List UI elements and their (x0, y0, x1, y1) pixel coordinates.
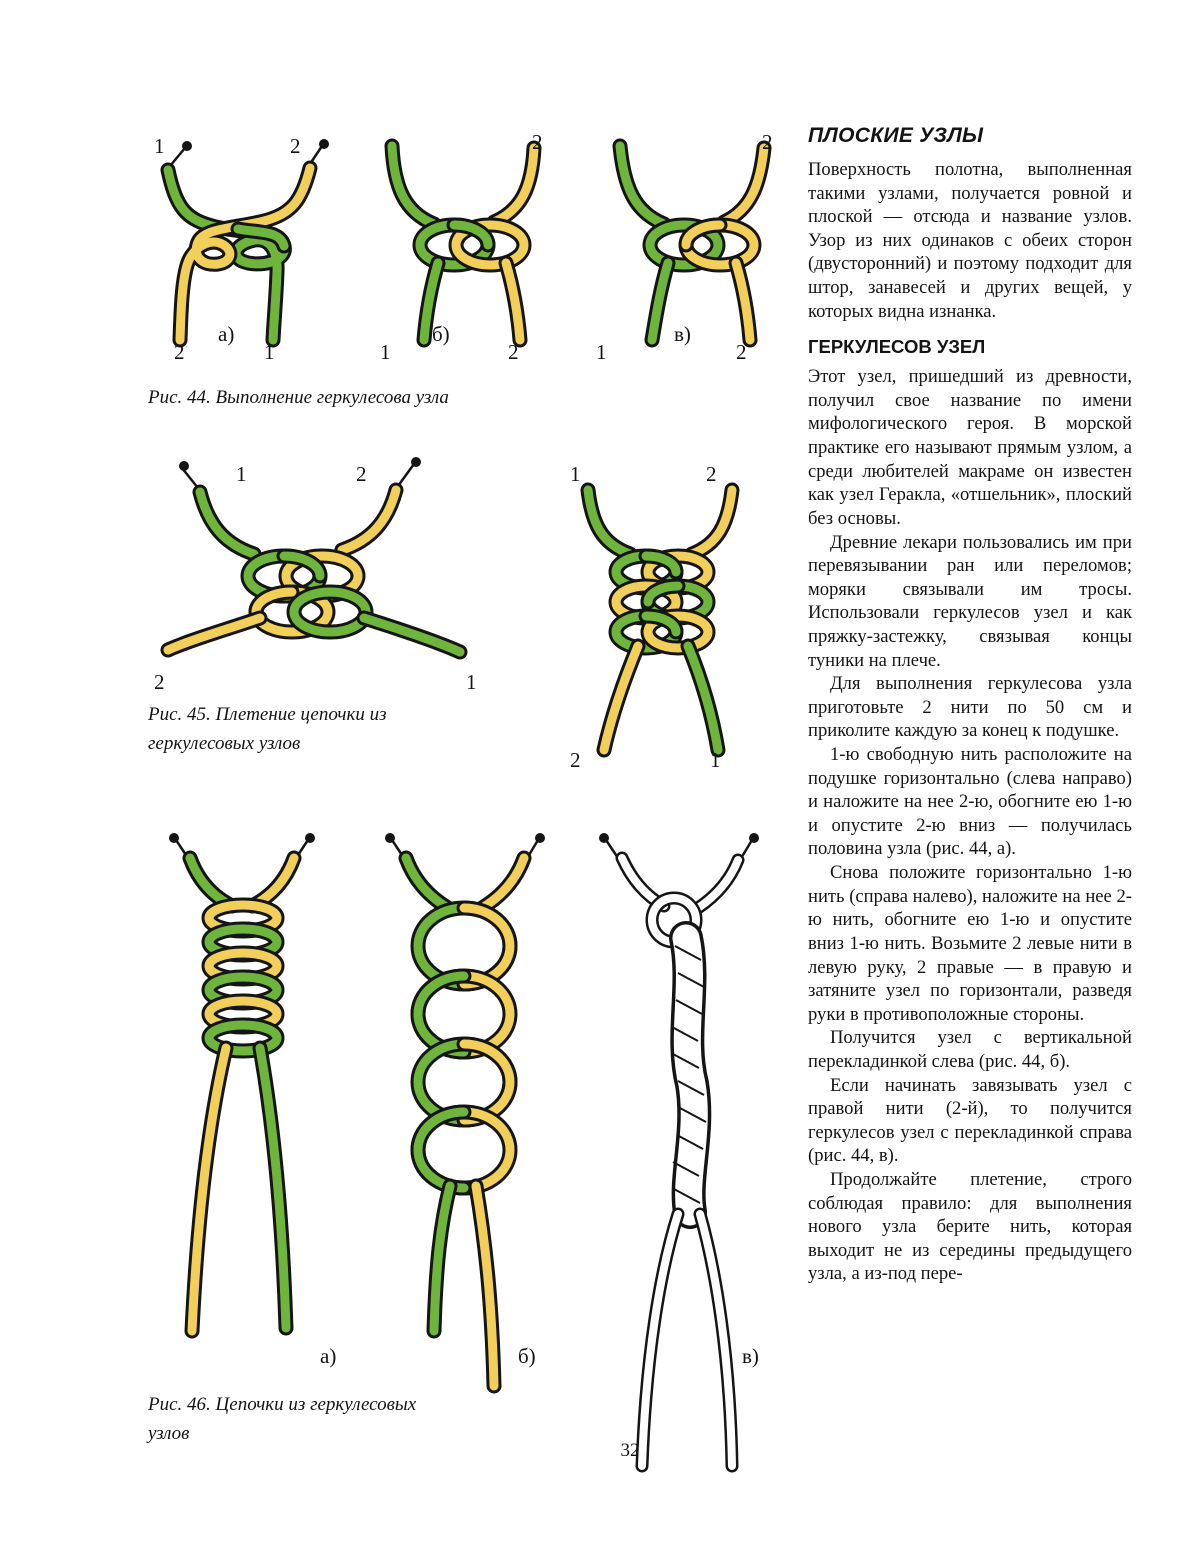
paragraph: Поверхность полотна, выполненная такими узлами, получается ровной и плоской — отсюда и название узлов. Узор из них одинаков с обеих сторон (двусторонний) и поэтому подходит для штор, занавесей и других вещей, у которых видна изнанка. (808, 159, 1132, 322)
pin-icon (398, 457, 421, 486)
cord-number-label: 1 (466, 670, 477, 694)
fig46-illustration (140, 826, 800, 1478)
cord-number-label: 2 (570, 748, 581, 772)
cord-number-label: 1 (264, 340, 275, 364)
subfigure-letter: в) (742, 1344, 759, 1368)
paragraph: Если начинать завязывать узел с правой нити (2-й), то получится геркулесов узел с перекладинкой справа (рис. 44, в). (808, 1074, 1132, 1167)
green-cord (406, 858, 448, 908)
cord-number-label: 2 (356, 462, 367, 486)
page-number: 32 (620, 1440, 640, 1461)
yellow-cord (476, 1186, 494, 1386)
green-cord (190, 858, 232, 906)
yellow-cord (342, 490, 396, 550)
green-cord (260, 1048, 286, 1328)
green-cord (588, 490, 630, 554)
subfigure-letter: б) (518, 1344, 536, 1368)
fig45-left-knot-drawing (168, 457, 460, 652)
fig44-illustration (140, 118, 795, 378)
cord-number-label: 2 (532, 130, 543, 154)
fig46c-chain-drawing (599, 833, 759, 1466)
cord-number-label: 1 (236, 462, 247, 486)
pin-icon (170, 141, 192, 166)
fig45-right-knot-drawing (588, 490, 732, 750)
green-cord (364, 618, 460, 652)
green-cord (392, 146, 434, 224)
subfigure-letter: а) (218, 322, 235, 346)
figure-caption: Рис. 44. Выполнение геркулесова узла (148, 387, 449, 408)
cord-number-label: 1 (380, 340, 391, 364)
cord-number-label: 1 (154, 134, 165, 158)
yellow-cord (692, 490, 732, 554)
yellow-cord (168, 618, 260, 650)
pin-icon (179, 461, 198, 488)
paragraph: Этот узел, пришедший из древности, получил свое название по имени мифологического героя. В морской практике его называют прямым узлом, а среди любителей макраме он известен как узел Геракла, «отшельник», плоский без основы. (808, 366, 1132, 529)
yellow-cord (482, 858, 524, 908)
yellow-cord (604, 646, 638, 750)
paragraph: Снова положите горизонтально 1-ю нить (справа налево), наложите на нее 2-ю нить, обогните ею 1-ю и опустите вниз 1-ю нить. Возьмите 2 левые нити в левую руку, 2 правые — в правую и затяните узел по горизонтали, разведя руки в противоположные стороны. (808, 862, 1132, 1025)
paragraph: Для выполнения геркулесова узла приготовьте 2 нити по 50 см и приколите каждую за конец к подушке. (808, 673, 1132, 742)
cord-number-label: 1 (710, 748, 721, 772)
cord-number-label: 1 (570, 462, 581, 486)
cord-number-label: 1 (596, 340, 607, 364)
fig44c-knot-drawing (620, 146, 764, 340)
yellow-cord (494, 148, 534, 222)
paragraph: Получится узел с вертикальной перекладинкой слева (рис. 44, б). (808, 1027, 1132, 1072)
fig46a-chain-drawing (169, 833, 315, 1331)
green-cord (434, 1186, 450, 1331)
cord-number-label: 2 (290, 134, 301, 158)
fig46b-chain-drawing (385, 833, 545, 1386)
cord-number-label: 2 (154, 670, 165, 694)
cord-number-label: 2 (508, 340, 519, 364)
cord-number-label: 2 (736, 340, 747, 364)
figure-46 (140, 826, 800, 1480)
pin-icon (310, 139, 329, 164)
fig44a-knot-drawing (168, 139, 329, 340)
cord-number-label: 2 (706, 462, 717, 486)
pin-icon (599, 833, 618, 858)
paragraph: 1-ю свободную нить расположите на подушке горизонтально (слева направо) и наложите на нее 2-ю, обогните ею 1-ю и опустите 2-ю вниз — получилась половина узла (рис. 44, а). (808, 744, 1132, 860)
braid-loops (209, 905, 277, 1051)
paragraph: Продолжайте плетение, строго соблюдая правило: для выполнения нового узла берите нить, которая выходит не из середины предыдущего узла, а из-под пере- (808, 1168, 1132, 1285)
white-cord (642, 1214, 732, 1466)
yellow-cord (192, 1048, 226, 1331)
green-cord (652, 263, 668, 340)
section-heading-flat-knots: ПЛОСКИЕ УЗЛЫ (808, 124, 984, 147)
text-column (808, 124, 1132, 1286)
cord-number-label: 2 (174, 340, 185, 364)
yellow-cord (506, 263, 520, 340)
fig44b-knot-drawing (392, 146, 534, 340)
green-cord (688, 646, 718, 750)
figure-caption: Рис. 45. Плетение цепочки из геркулесовых узлов (148, 704, 387, 755)
paragraph: Древние лекари пользовались им при перевязывании ран или переломов; моряки связывали им тросы. Использовали геркулесов узел и как пряжку-застежку, связывая концы туники на плече. (808, 531, 1132, 671)
subfigure-letter: в) (674, 322, 691, 346)
green-cord (200, 492, 254, 554)
yellow-cord (736, 263, 750, 340)
subfigure-letter: а) (320, 1344, 337, 1368)
cord-number-label: 2 (762, 130, 773, 154)
subfigure-letter: б) (432, 322, 450, 346)
figure-caption: Рис. 46. Цепочки из геркулесовых узлов (148, 1394, 417, 1445)
section-heading-hercules-knot: ГЕРКУЛЕСОВ УЗЕЛ (808, 336, 986, 358)
figure-44 (140, 118, 795, 380)
twisted-rope-column (672, 938, 706, 1212)
yellow-cord (724, 148, 764, 222)
green-cord (620, 146, 664, 224)
